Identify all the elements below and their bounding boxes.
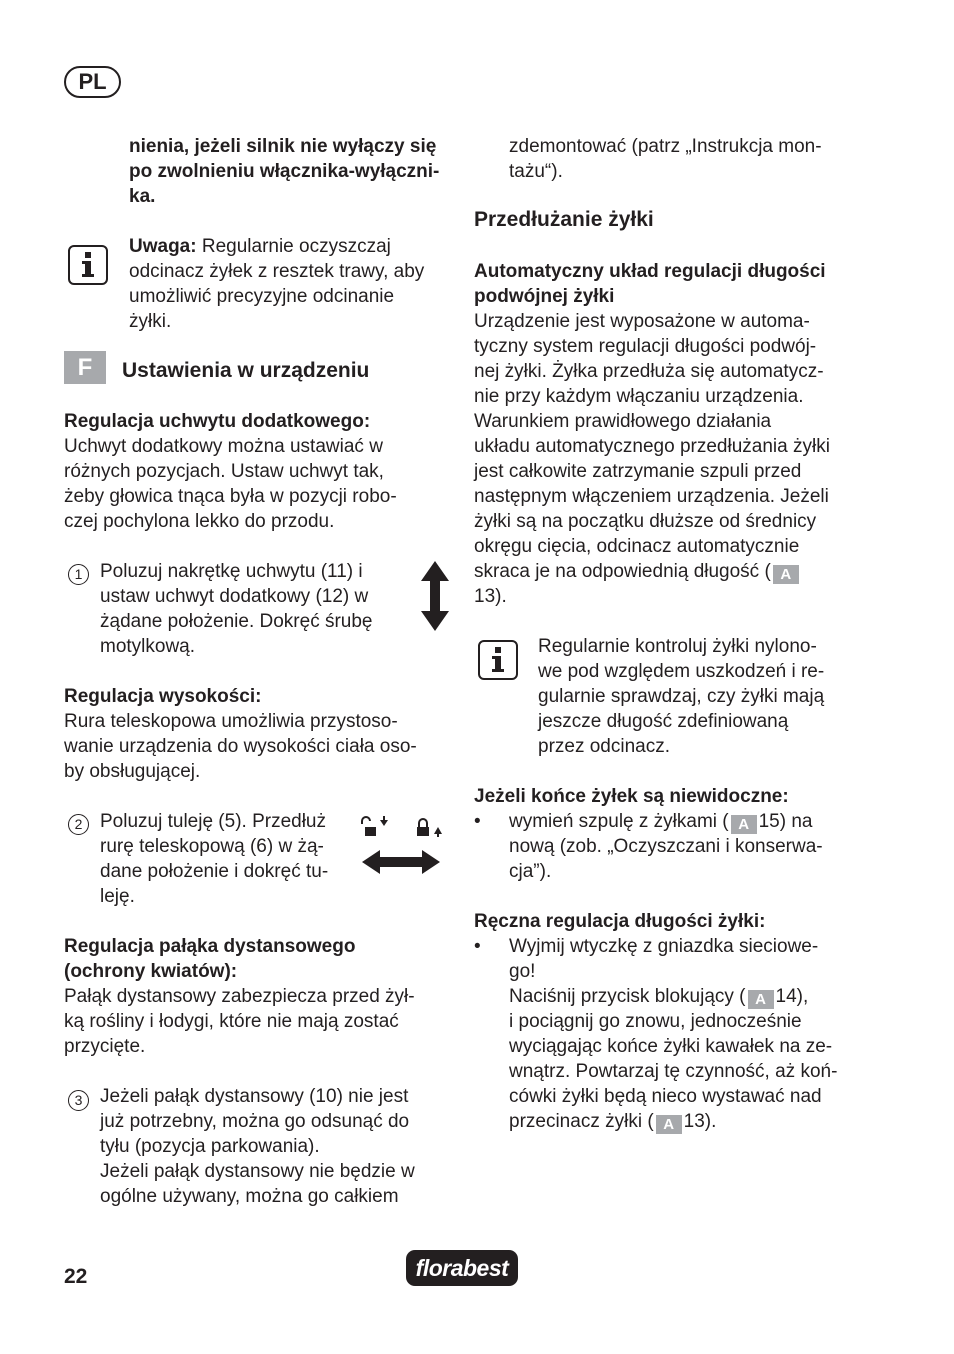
body-text: Naciśnij przycisk blokujący (	[509, 986, 746, 1007]
step-number-1: 1	[68, 564, 89, 585]
list-item	[474, 934, 864, 1134]
step-line: ustaw uchwyt dodatkowy (12) w	[100, 586, 369, 607]
step-line: tyłu (pozycja parkowania).	[100, 1136, 320, 1157]
note-text: Regularnie oczyszczaj	[196, 236, 391, 257]
figure-ref-badge: A	[748, 990, 774, 1009]
step-line: Jeżeli pałąk dystansowy nie będzie w	[100, 1161, 415, 1182]
invisible-section	[474, 784, 864, 884]
body-line: cja”).	[509, 861, 552, 882]
unlock-lock-slide-icon	[356, 814, 446, 876]
guard-heading: (ochrony kwiatów):	[64, 961, 238, 982]
body-line: różnych pozycjach. Ustaw uchwyt tak,	[64, 461, 384, 482]
intro-line: nienia, jeżeli silnik nie wyłączy się	[129, 136, 437, 157]
body-line: Warunkiem prawidłowego działania	[474, 411, 772, 432]
body-line: i pociągnij go znowu, jednocześnie	[509, 1011, 802, 1032]
line-extension-heading: Przedłużanie żyłki	[474, 208, 654, 231]
body-line: wnątrz. Powtarzaj tę czynność, aż koń-	[509, 1061, 838, 1082]
note-label: Uwaga:	[129, 236, 197, 257]
body-text: przecinacz żyłki (	[509, 1111, 654, 1132]
note-line: we pod względem uszkodzeń i re-	[538, 661, 825, 682]
note-line: jeszcze długość zdefiniowaną	[538, 711, 789, 732]
bullet: •	[474, 936, 481, 957]
info-glyph-icon	[81, 252, 95, 278]
intro-line: ka.	[129, 186, 156, 207]
step-line: rurę teleskopową (6) w żą-	[100, 836, 324, 857]
note-line: żyłki.	[129, 311, 172, 332]
body-line: Wyjmij wtyczkę z gniazdka sieciowe-	[509, 936, 819, 957]
body-line: Rura teleskopowa umożliwia przystoso-	[64, 711, 398, 732]
note-line: odcinacz żyłek z resztek trawy, aby	[129, 261, 425, 282]
step-1	[100, 559, 410, 659]
auto-heading: podwójnej żyłki	[474, 286, 615, 307]
height-heading: Regulacja wysokości:	[64, 686, 262, 707]
handle-section	[64, 409, 454, 534]
intro-text	[129, 134, 459, 209]
note-uwaga	[129, 234, 459, 334]
body-line: cówki żyłki będą nieco wystawać nad	[509, 1086, 822, 1107]
note-line: umożliwić precyzyjne odcinanie	[129, 286, 395, 307]
body-line: przycięte.	[64, 1036, 146, 1057]
body-line: wanie urządzenia do wysokości ciała oso-	[64, 736, 417, 757]
body-text: 15) na	[758, 811, 813, 832]
language-badge: PL	[64, 66, 121, 98]
step-line: motylkową.	[100, 636, 196, 657]
body-line: Urządzenie jest wyposażone w automa-	[474, 311, 810, 332]
guard-section	[64, 934, 454, 1059]
body-line: 13).	[474, 586, 507, 607]
body-line: jest całkowite zatrzymanie szpuli przed	[474, 461, 802, 482]
body-line: by obsługującej.	[64, 761, 201, 782]
body-line: czej pochylona lekko do przodu.	[64, 511, 335, 532]
info-icon	[478, 640, 518, 680]
body-line: okręgu cięcia, odcinacz automatycznie	[474, 536, 800, 557]
body-line: tyczny system regulacji długości podwój-	[474, 336, 817, 357]
continued-text	[509, 134, 869, 184]
step-line: Poluzuj tuleję (5). Przedłuż	[100, 811, 326, 832]
step-line: Jeżeli pałąk dystansowy (10) nie jest	[100, 1086, 409, 1107]
step-line: już potrzebny, można go odsunąć do	[100, 1111, 410, 1132]
step-line: ogólne używany, można go całkiem	[100, 1186, 399, 1207]
info-icon	[68, 245, 108, 285]
handle-heading: Regulacja uchwytu dodatkowego:	[64, 411, 371, 432]
step-line: Poluzuj nakrętkę uchwytu (11) i	[100, 561, 363, 582]
figure-ref-badge: A	[656, 1115, 682, 1134]
body-line: nej żyłki. Żyłka przedłuża się automatycz-	[474, 361, 824, 382]
body-line: układu automatycznego przedłużania żyłki	[474, 436, 830, 457]
step-3	[100, 1084, 450, 1209]
body-line: zdemontować (patrz „Instrukcja mon-	[509, 136, 822, 157]
intro-line: po zwolnieniu włącznika-wyłączni-	[129, 161, 440, 182]
height-section	[64, 684, 454, 784]
invisible-heading: Jeżeli końce żyłek są niewidoczne:	[474, 786, 789, 807]
section-title: Ustawienia w urządzeniu	[122, 359, 370, 382]
step-2	[100, 809, 350, 909]
page-number: 22	[64, 1265, 88, 1288]
brand-logo: florabest	[406, 1250, 518, 1286]
list-item	[474, 809, 864, 884]
bullet: •	[474, 811, 481, 832]
note-line: przez odcinacz.	[538, 736, 671, 757]
note-line: gularnie sprawdzaj, czy żyłki mają	[538, 686, 825, 707]
body-line: Pałąk dystansowy zabezpiecza przed żył-	[64, 986, 415, 1007]
body-line: żeby głowica tnąca była w pozycji robo-	[64, 486, 397, 507]
body-line: Uchwyt dodatkowy można ustawiać w	[64, 436, 383, 457]
auto-heading: Automatyczny układ regulacji długości	[474, 261, 826, 282]
body-text: 14),	[775, 986, 809, 1007]
body-line: nie przy każdym włączaniu urządzenia.	[474, 386, 804, 407]
vertical-double-arrow-icon	[421, 561, 449, 631]
body-line: tażu“).	[509, 161, 563, 182]
body-line: nową (zob. „Oczyszczani i konserwa-	[509, 836, 823, 857]
step-line: żądane położenie. Dokręć śrubę	[100, 611, 373, 632]
figure-ref-badge: A	[773, 565, 799, 584]
body-text: 13).	[683, 1111, 717, 1132]
body-line: ką rośliny i łodygi, które nie mają zostać	[64, 1011, 399, 1032]
body-line: wyciągając końce żyłki kawałek na ze-	[509, 1036, 833, 1057]
step-number-2: 2	[68, 814, 89, 835]
auto-section	[474, 259, 864, 609]
body-line: go!	[509, 961, 536, 982]
info-glyph-icon	[491, 647, 505, 673]
section-badge: F	[64, 351, 106, 384]
note-line: Regularnie kontroluj żyłki nylono-	[538, 636, 817, 657]
body-text: wymień szpulę z żyłkami (	[509, 811, 729, 832]
note-inspect	[538, 634, 868, 759]
step-line: dane położenie i dokręć tu-	[100, 861, 329, 882]
manual-heading: Ręczna regulacja długości żyłki:	[474, 911, 766, 932]
body-line: następnym włączeniem urządzenia. Jeżeli	[474, 486, 829, 507]
body-line: żyłki są na początku dłuższe od średnicy	[474, 511, 817, 532]
body-text: skraca je na odpowiednią długość (	[474, 561, 771, 582]
figure-ref-badge: A	[731, 815, 757, 834]
manual-section	[474, 909, 864, 1134]
guard-heading: Regulacja pałąka dystansowego	[64, 936, 356, 957]
step-line: leję.	[100, 886, 135, 907]
step-number-3: 3	[68, 1090, 89, 1111]
